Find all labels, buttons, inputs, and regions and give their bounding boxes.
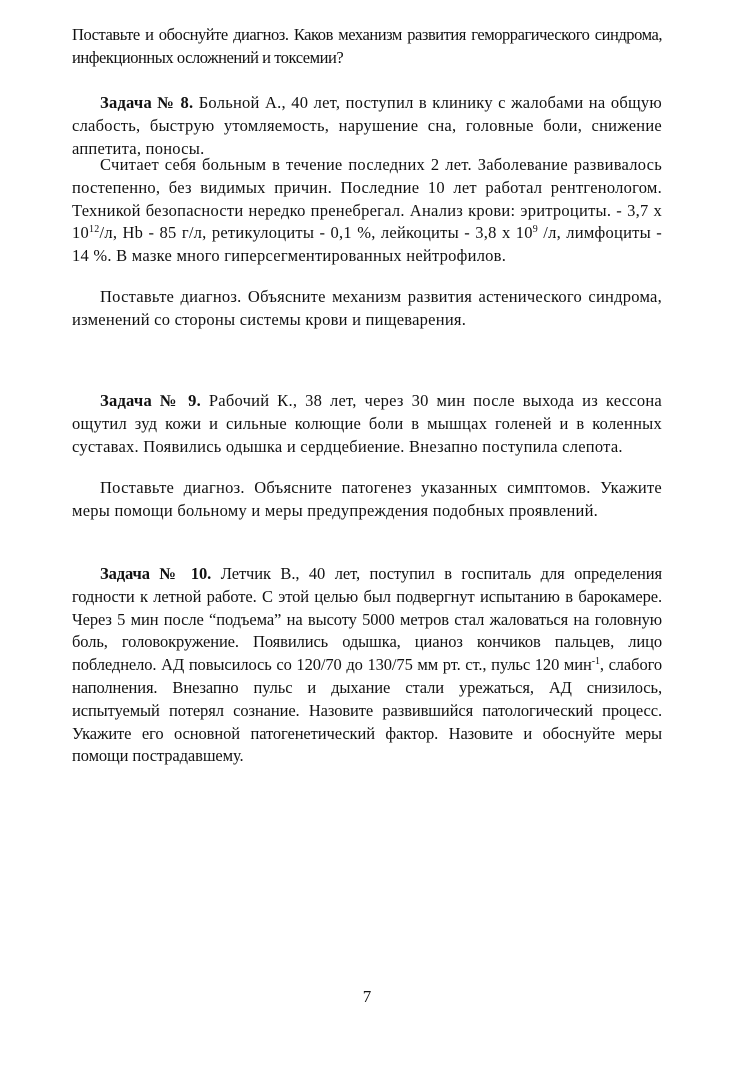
task8-history-text-c: /л, лимфоциты - 14 %. В мазке много гиперсегментированных нейтрофилов. (72, 223, 662, 266)
task9-question-paragraph (72, 477, 662, 523)
task10-case-text-a: Летчик В., 40 лет, поступил в госпиталь для определения годности к летной работе. С этой целью был подвергнут испытанию в барокамере. Через 5 мин после “подъема” на высоту 5000 метров стал жаловаться на головную боль, головокружение. Появились одышка, цианоз кончиков пальцев, лицо побледнело. АД повысилось со 120/70 до 130/75 мм рт. ст., пульс 120 мин (72, 564, 662, 675)
task9-case-paragraph (72, 390, 662, 458)
task10-case-text-b: , слабого наполнения. Внезапно пульс и дыхание стали урежаться, АД снизилось, испытуемый потерял сознание. Назовите развившийся патологический процесс. Укажите его основной патогенетический фактор. Назовите и обоснуйте меры помощи пострадавшему. (72, 655, 663, 766)
task8-complaints-text: Больной А., 40 лет, поступил в клинику с жалобами на общую слабость, быструю утомляемость, нарушение сна, головные боли, снижение аппетита, поносы. (72, 93, 662, 158)
task9-case-text: Рабочий К., 38 лет, через 30 мин после выхода из кессона ощутил зуд кожи и сильные колющие боли в мышцах голеней и в коленных суставах. Появились одышка и сердцебиение. Внезапно поступила слепота. (72, 391, 663, 456)
task10-label: Задача № 10. (100, 564, 212, 583)
task8-label: Задача № 8. (100, 93, 194, 112)
task8-history-text-b: /л, Hb - 85 г/л, ретикулоциты - 0,1 %, лейкоциты - 3,8 х 10 (99, 223, 533, 243)
task10-case-paragraph (72, 563, 662, 768)
intro-question-text: Поставьте и обоснуйте диагноз. Каков механизм развития геморрагического синдрома, инфекционных осложнений и токсемии? (72, 25, 662, 67)
page-number: 7 (362, 987, 372, 1006)
task9-label: Задача № 9. (100, 391, 201, 410)
task8-history-text-a: Считает себя больным в течение последних 2 лет. Заболевание развивалось постепенно, без видимых причин. Последние 10 лет работал рентгенологом. Техникой безопасности нередко пренебрегал. Анализ крови: эритроциты. - 3,7 х 10 (72, 155, 662, 243)
task8-history-paragraph (72, 154, 662, 268)
task8-erythrocyte-exponent: 12 (89, 224, 100, 236)
task8-question-paragraph (72, 286, 662, 332)
task8-question-text: Поставьте диагноз. Объясните механизм развития астенического синдрома, изменений со стороны системы крови и пищеварения. (72, 287, 662, 329)
task8-leukocyte-exponent: 9 (532, 224, 538, 236)
task9-question-text: Поставьте диагноз. Объясните патогенез указанных симптомов. Укажите меры помощи больному и меры предупреждения подобных проявлений. (72, 478, 662, 520)
task8-complaints-paragraph (72, 92, 662, 160)
task10-pulse-exponent: -1 (591, 656, 600, 668)
intro-question-paragraph (72, 24, 662, 70)
